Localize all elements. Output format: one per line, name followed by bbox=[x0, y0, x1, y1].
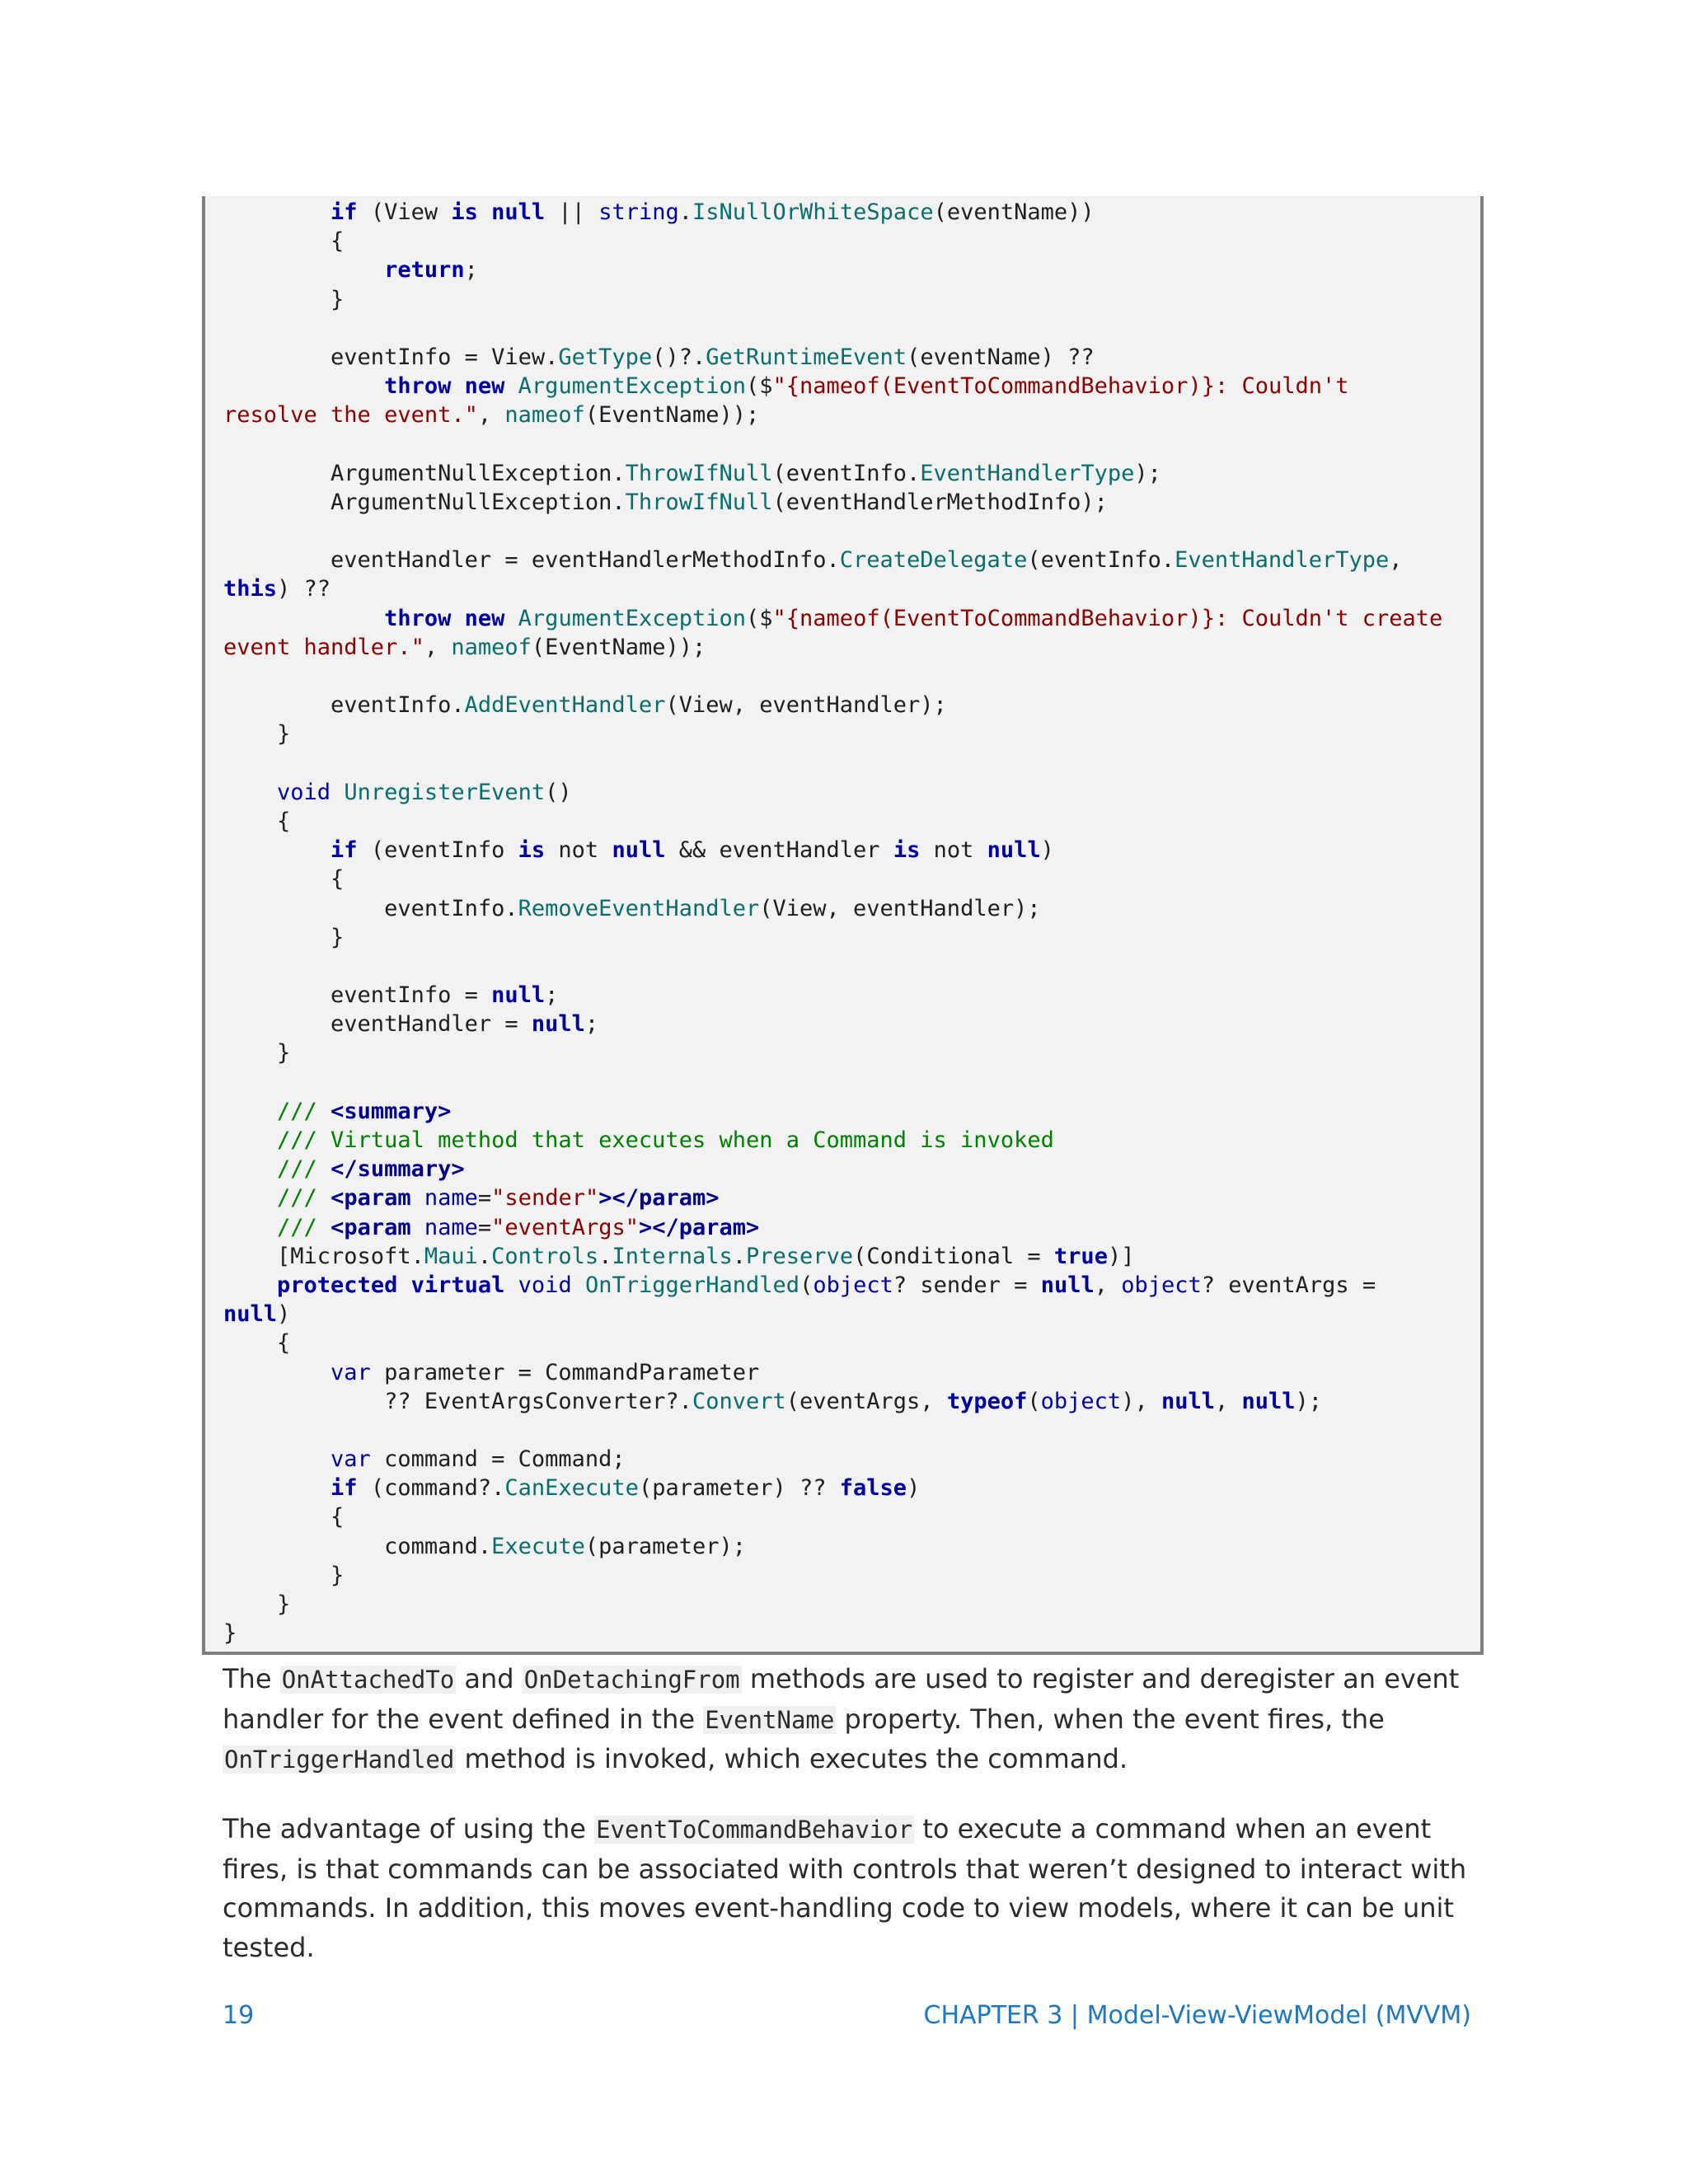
code-line: eventHandler = null; bbox=[223, 1011, 599, 1038]
code-line bbox=[223, 662, 1442, 691]
code-line bbox=[223, 430, 1442, 459]
code-line: { bbox=[223, 808, 291, 834]
code-line: eventInfo.AddEventHandler(View, eventHandler); bbox=[223, 692, 947, 719]
paragraph-text: The advantage of using the bbox=[223, 1813, 595, 1844]
paragraph-2 bbox=[223, 1810, 1484, 1967]
paragraph-text: The bbox=[223, 1663, 280, 1694]
code-line: } bbox=[223, 1562, 345, 1588]
code-line: eventHandler = eventHandlerMethodInfo.CreateDelegate(eventInfo.EventHandlerType, bbox=[223, 547, 1403, 574]
code-line: ArgumentNullException.ThrowIfNull(eventHandlerMethodInfo); bbox=[223, 489, 1108, 515]
code-line: return; bbox=[384, 257, 478, 284]
code-line: [Microsoft.Maui.Controls.Internals.Preserve(Conditional = true)] bbox=[223, 1243, 1135, 1269]
code-line: eventInfo = View.GetType()?.GetRuntimeEvent(eventName) ?? bbox=[223, 344, 1095, 370]
code-line: if (View is null || string.IsNullOrWhiteSpace(eventName)) bbox=[331, 199, 1095, 225]
code-line: /// <param name="eventArgs"></param> bbox=[277, 1214, 760, 1240]
inline-code: EventName bbox=[705, 1705, 835, 1734]
inline-code: EventToCommandBehavior bbox=[596, 1816, 913, 1844]
code-line: /// </summary> bbox=[277, 1156, 465, 1183]
code-line: { bbox=[223, 1330, 291, 1357]
code-line: resolve the event.", nameof(EventName)); bbox=[223, 402, 760, 429]
paragraph-text: property. Then, when the event fires, the bbox=[836, 1703, 1385, 1735]
code-block bbox=[202, 196, 1484, 1655]
paragraph-text: and bbox=[456, 1663, 523, 1694]
code-line: command.Execute(parameter); bbox=[223, 1533, 746, 1559]
code-line: throw new ArgumentException($"{nameof(EventToCommandBehavior)}: Couldn't bbox=[384, 373, 1349, 400]
code-listing bbox=[223, 198, 1442, 1647]
code-line: { bbox=[223, 866, 345, 893]
code-line: event handler.", nameof(EventName)); bbox=[223, 634, 706, 660]
code-line: this) ?? bbox=[223, 576, 331, 602]
code-line: /// Virtual method that executes when a Command is invoked bbox=[277, 1127, 1054, 1153]
code-line: if (command?.CanExecute(parameter) ?? false) bbox=[331, 1475, 921, 1502]
code-line bbox=[223, 517, 1442, 546]
code-line bbox=[223, 1068, 1442, 1097]
code-line: ?? EventArgsConverter?.Convert(eventArgs, typeof(object), null, null); bbox=[223, 1388, 1323, 1414]
code-line: } bbox=[223, 1040, 291, 1066]
code-line bbox=[223, 749, 1442, 778]
code-line: var parameter = CommandParameter bbox=[331, 1359, 760, 1385]
paragraph-text: methods are used to register and deregister an event handler for the event defined in the bbox=[223, 1663, 1460, 1735]
code-line: var command = Command; bbox=[331, 1446, 626, 1473]
code-line bbox=[223, 314, 1442, 343]
code-line: eventInfo = null; bbox=[223, 982, 559, 1009]
code-line: } bbox=[223, 1620, 237, 1647]
code-line: } bbox=[223, 924, 345, 950]
code-line: if (eventInfo is not null && eventHandler is not null) bbox=[331, 837, 1054, 864]
page-number: 19 bbox=[223, 2001, 255, 2030]
code-line: { bbox=[223, 228, 345, 255]
code-line bbox=[223, 952, 1442, 981]
code-line: eventInfo.RemoveEventHandler(View, eventHandler); bbox=[223, 895, 1041, 921]
code-line: /// <summary> bbox=[277, 1098, 452, 1124]
inline-code: OnDetachingFrom bbox=[523, 1666, 740, 1694]
code-line: void UnregisterEvent() bbox=[277, 779, 572, 805]
paragraph-text: to execute a command when an event fires, is that commands can be associated with controls that weren’t designed to interact with commands. In addition, this moves event-handling code to view models, where it can be unit tested. bbox=[223, 1813, 1467, 1963]
code-line: /// <param name="sender"></param> bbox=[277, 1185, 720, 1212]
code-line: protected virtual void OnTriggerHandled(object? sender = null, object? eventArgs = bbox=[277, 1272, 1376, 1298]
inline-code: OnAttachedTo bbox=[281, 1666, 455, 1694]
code-line bbox=[223, 1416, 1442, 1445]
paragraph-1 bbox=[223, 1660, 1484, 1780]
code-line: } bbox=[223, 721, 291, 748]
code-line: throw new ArgumentException($"{nameof(EventToCommandBehavior)}: Couldn't create bbox=[384, 605, 1443, 631]
code-line: } bbox=[223, 1591, 291, 1617]
inline-code: OnTriggerHandled bbox=[224, 1746, 455, 1774]
code-line: null) bbox=[223, 1301, 291, 1328]
code-line: ArgumentNullException.ThrowIfNull(eventInfo.EventHandlerType); bbox=[223, 460, 1161, 486]
code-line: } bbox=[223, 286, 345, 312]
chapter-title: CHAPTER 3 | Model-View-ViewModel (MVVM) bbox=[923, 2001, 1471, 2030]
paragraph-text: method is invoked, which executes the command. bbox=[456, 1743, 1128, 1774]
code-line: { bbox=[223, 1504, 345, 1530]
